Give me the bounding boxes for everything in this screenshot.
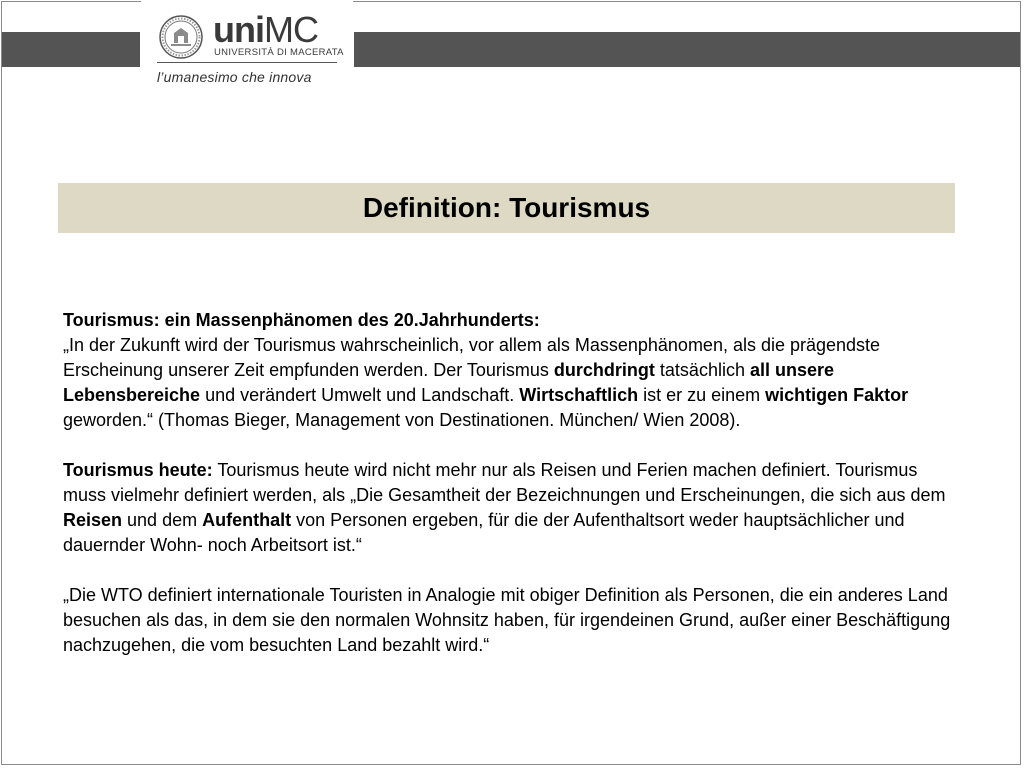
university-seal-icon <box>159 15 203 59</box>
logo-motto: l’umanesimo che innova <box>157 69 312 85</box>
text-run: „Die WTO definiert internationale Touristen in Analogie mit obiger Definition als Personen, die ein anderes Land besuchen als das, in dem sie den normalen Wohnsitz haben, für irgendeinen Grund, außer einer Beschäftigung nachzugehen, die vom besuchten Land bezahlt wird.“ <box>63 585 951 655</box>
header-band-right <box>354 32 1020 67</box>
bold-run: Wirtschaftlich <box>519 385 639 405</box>
bold-run: Aufenthalt <box>202 510 292 530</box>
logo-subtitle: UNIVERSITÀ DI MACERATA <box>214 47 344 58</box>
paragraph-wto-definition <box>63 583 963 658</box>
header-band-left <box>2 32 140 67</box>
text-run: ist er zu einem <box>638 385 766 405</box>
text-run: „In der Zukunft wird der Tourismus wahrscheinlich, vor allem als Massenphänomen, als die prägendste Erscheinung unserer Zeit empfunden werden. Der Tourismus <box>63 335 881 380</box>
bold-run: durchdringt <box>553 360 655 380</box>
title-bar <box>58 183 955 233</box>
slide-content <box>63 308 963 658</box>
logo-wordmark: uniMC <box>213 9 318 50</box>
bold-run: wichtigen Faktor <box>765 385 909 405</box>
text-run: und verändert Umwelt und Landschaft. <box>200 385 520 405</box>
bold-run: Tourismus heute: <box>63 460 213 480</box>
text-run: und dem <box>122 510 203 530</box>
slide-title: Definition: Tourismus <box>362 192 651 223</box>
text-run: geworden.“ (Thomas Bieger, Management von Destinationen. München/ Wien 2008). <box>63 410 741 430</box>
text-run: tatsächlich <box>654 360 750 380</box>
paragraph-massenphaenomen <box>63 308 963 433</box>
paragraph-tourismus-heute <box>63 458 963 558</box>
university-logo <box>141 0 353 92</box>
text-run: Tourismus heute wird nicht mehr nur als Reisen und Ferien machen definiert. Tourismus muss vielmehr definiert werden, als „Die Gesamtheit der Bezeichnungen und Erscheinungen, die sich aus dem <box>63 460 946 505</box>
paragraph-heading: Tourismus: ein Massenphänomen des 20.Jahrhunderts: <box>63 310 540 330</box>
bold-run: Reisen <box>63 510 123 530</box>
logo-divider <box>157 62 337 63</box>
text-run: von Personen ergeben, für die der Aufenthaltsort weder hauptsächlicher und dauernder Wohn- noch Arbeitsort ist.“ <box>63 510 905 555</box>
bold-run: all unsere Lebensbereiche <box>63 360 835 405</box>
